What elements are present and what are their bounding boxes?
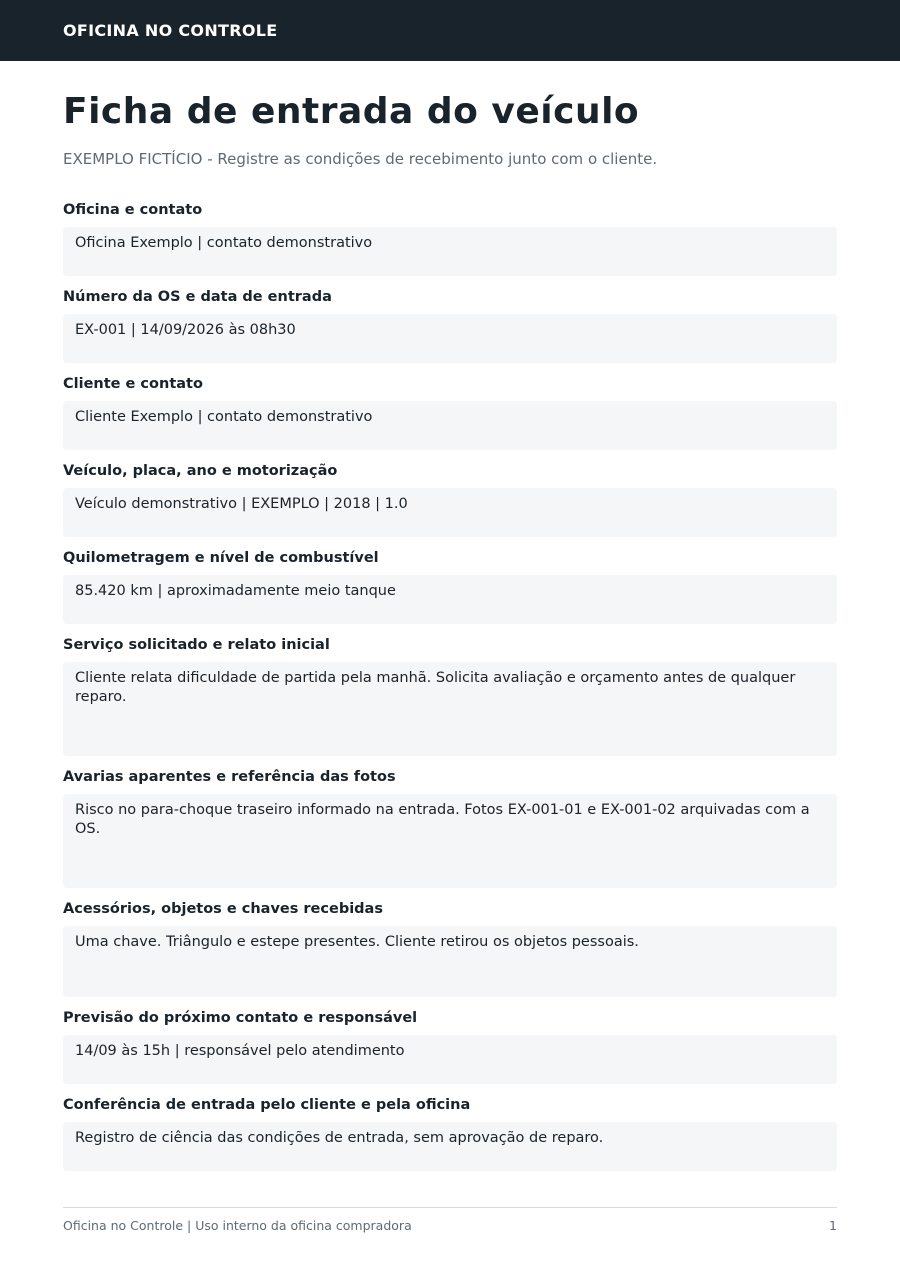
field-value[interactable]: Cliente Exemplo | contato demonstrativo bbox=[63, 401, 837, 450]
field-conferencia bbox=[63, 1096, 837, 1171]
form-fields bbox=[63, 201, 837, 1171]
field-label: Veículo, placa, ano e motorização bbox=[63, 463, 338, 479]
field-oficina-contato bbox=[63, 201, 837, 276]
field-value[interactable]: Registro de ciência das condições de entrada, sem aprovação de reparo. bbox=[63, 1122, 837, 1171]
footer-text: Oficina no Controle | Uso interno da oficina compradora bbox=[63, 1218, 412, 1233]
field-label: Cliente e contato bbox=[63, 376, 203, 392]
page-title: Ficha de entrada do veículo bbox=[63, 91, 640, 132]
field-label: Avarias aparentes e referência das fotos bbox=[63, 769, 396, 785]
main-content bbox=[0, 89, 900, 1171]
field-os-data bbox=[63, 288, 837, 363]
field-value[interactable]: EX-001 | 14/09/2026 às 08h30 bbox=[63, 314, 837, 363]
field-label: Serviço solicitado e relato inicial bbox=[63, 637, 330, 653]
field-value[interactable]: Oficina Exemplo | contato demonstrativo bbox=[63, 227, 837, 276]
field-label: Acessórios, objetos e chaves recebidas bbox=[63, 901, 383, 917]
field-value[interactable]: 14/09 às 15h | responsável pelo atendimento bbox=[63, 1035, 837, 1084]
page-footer bbox=[63, 1207, 837, 1233]
field-veiculo bbox=[63, 462, 837, 537]
field-label: Previsão do próximo contato e responsável bbox=[63, 1010, 418, 1026]
field-value[interactable]: Cliente relata dificuldade de partida pela manhã. Solicita avaliação e orçamento antes de qualquer reparo. bbox=[63, 662, 837, 756]
field-quilometragem bbox=[63, 549, 837, 624]
field-value[interactable]: 85.420 km | aproximadamente meio tanque bbox=[63, 575, 837, 624]
field-value[interactable]: Risco no para-choque traseiro informado na entrada. Fotos EX-001-01 e EX-001-02 arquivadas com a OS. bbox=[63, 794, 837, 888]
brand-name: OFICINA NO CONTROLE bbox=[63, 21, 278, 40]
field-value[interactable]: Veículo demonstrativo | EXEMPLO | 2018 | 1.0 bbox=[63, 488, 837, 537]
field-label: Conferência de entrada pelo cliente e pela oficina bbox=[63, 1097, 471, 1113]
field-label: Quilometragem e nível de combustível bbox=[63, 550, 379, 566]
field-acessorios bbox=[63, 900, 837, 997]
field-previsao-contato bbox=[63, 1009, 837, 1084]
field-servico-solicitado bbox=[63, 636, 837, 756]
field-label: Número da OS e data de entrada bbox=[63, 289, 332, 305]
field-value[interactable]: Uma chave. Triângulo e estepe presentes. Cliente retirou os objetos pessoais. bbox=[63, 926, 837, 997]
page-subtitle: EXEMPLO FICTÍCIO - Registre as condições de recebimento junto com o cliente. bbox=[63, 150, 658, 168]
field-cliente-contato bbox=[63, 375, 837, 450]
field-label: Oficina e contato bbox=[63, 202, 203, 218]
top-header-bar bbox=[0, 0, 900, 61]
field-avarias bbox=[63, 768, 837, 888]
page-number: 1 bbox=[829, 1218, 837, 1233]
